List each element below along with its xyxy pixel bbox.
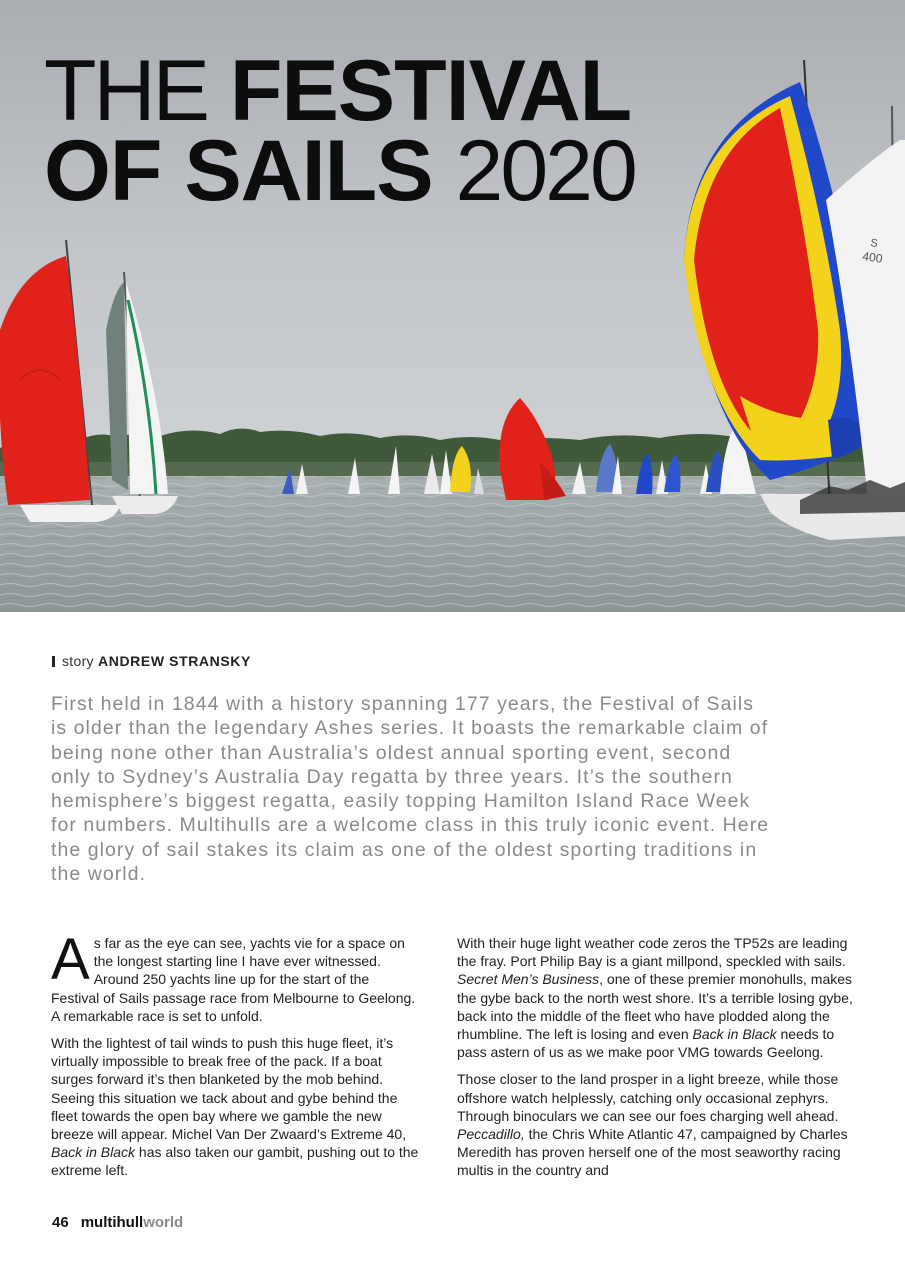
paragraph-text: the Chris White Atlantic 47, campaigned by Charles Meredith has proven herself one of the most seaworthy racing multis in the country and: [457, 1126, 848, 1179]
byline-prefix: story: [62, 653, 94, 669]
byline-bar: [52, 656, 55, 667]
body-paragraph: [51, 927, 419, 1025]
headline-year: 2020: [455, 122, 635, 219]
sail-number: 400: [861, 249, 884, 266]
paragraph-text: , one of these premier monohulls, makes the gybe back to the north west shore. It’s a terrible losing gybe, back into the middle of the fleet who have plodded along the rhumbline. The left is losing and even: [457, 971, 853, 1043]
paragraph-text: needs to pass astern of us as we make poor VMG towards Geelong.: [457, 1026, 835, 1061]
boat-name: Back in Black: [692, 1026, 777, 1043]
hero-photo: [0, 0, 905, 612]
boat-name: Secret Men’s Business: [457, 971, 600, 988]
page-footer: [52, 1214, 183, 1231]
body-column-right: [457, 934, 857, 1189]
standfirst: First held in 1844 with a history spanning 177 years, the Festival of Sails is older than the legendary Ashes series. It boasts the remarkable claim of being none other than Australia’s oldest annual sporting event, second only to Sydney’s Australia Day regatta by three years. It’s the southern hemisphere’s biggest regatta, easily topping Hamilton Island Race Week for numbers. Multihulls are a welcome class in this truly iconic event. Here the glory of sail stakes its claim as one of the oldest sporting traditions in the world.: [51, 693, 770, 886]
body-paragraph: [51, 1034, 419, 1180]
sail-number-prefix: S: [869, 237, 879, 250]
paragraph-text: Those closer to the land prosper in a light breeze, while those offshore watch helplessly, catching only occasional zephyrs. Through binoculars we can see our foes charging well ahead.: [457, 1071, 839, 1124]
headline-the: THE: [44, 43, 207, 139]
drop-cap: A: [51, 927, 90, 992]
page-number: 46: [52, 1214, 69, 1231]
byline-author: ANDREW STRANSKY: [98, 653, 251, 669]
headline-of-sails: OF SAILS: [44, 122, 433, 219]
paragraph-text: With their huge light weather code zeros the TP52s are leading the fray. Port Philip Bay is a giant millpond, speckled with sails.: [457, 935, 848, 970]
paragraph-text: With the lightest of tail winds to push this huge fleet, it’s virtually impossible to break free of the pack. If a boat surges forward it’s then blanketed by the mob behind. Seeing this situation we tack about and gybe behind the fleet towards the open bay where we gamble the new breeze will appear. Michel Van Der Zwaard’s Extreme 40,: [51, 1035, 407, 1143]
paragraph-text: s far as the eye can see, yachts vie for a space on the longest starting line I have ever witnessed. Around 250 yachts line up for the start of the Festival of Sails passage race from Melbourne to Geelong. A remarkable race is set to unfold.: [51, 935, 416, 1024]
headline-festival: FESTIVAL: [229, 43, 632, 139]
body-column-left: [51, 927, 419, 1189]
body-paragraph: [457, 934, 857, 1061]
magazine-name-part1: multihull: [80, 1214, 144, 1231]
magazine-name-part2: world: [143, 1214, 184, 1231]
body-paragraph: [457, 1070, 857, 1179]
boat-name: Peccadillo,: [457, 1126, 525, 1143]
paragraph-text: has also taken our gambit, pushing out to the extreme left.: [51, 1144, 419, 1179]
boat-name: Back in Black: [51, 1144, 136, 1161]
byline: [52, 653, 251, 669]
headline: [44, 43, 635, 219]
